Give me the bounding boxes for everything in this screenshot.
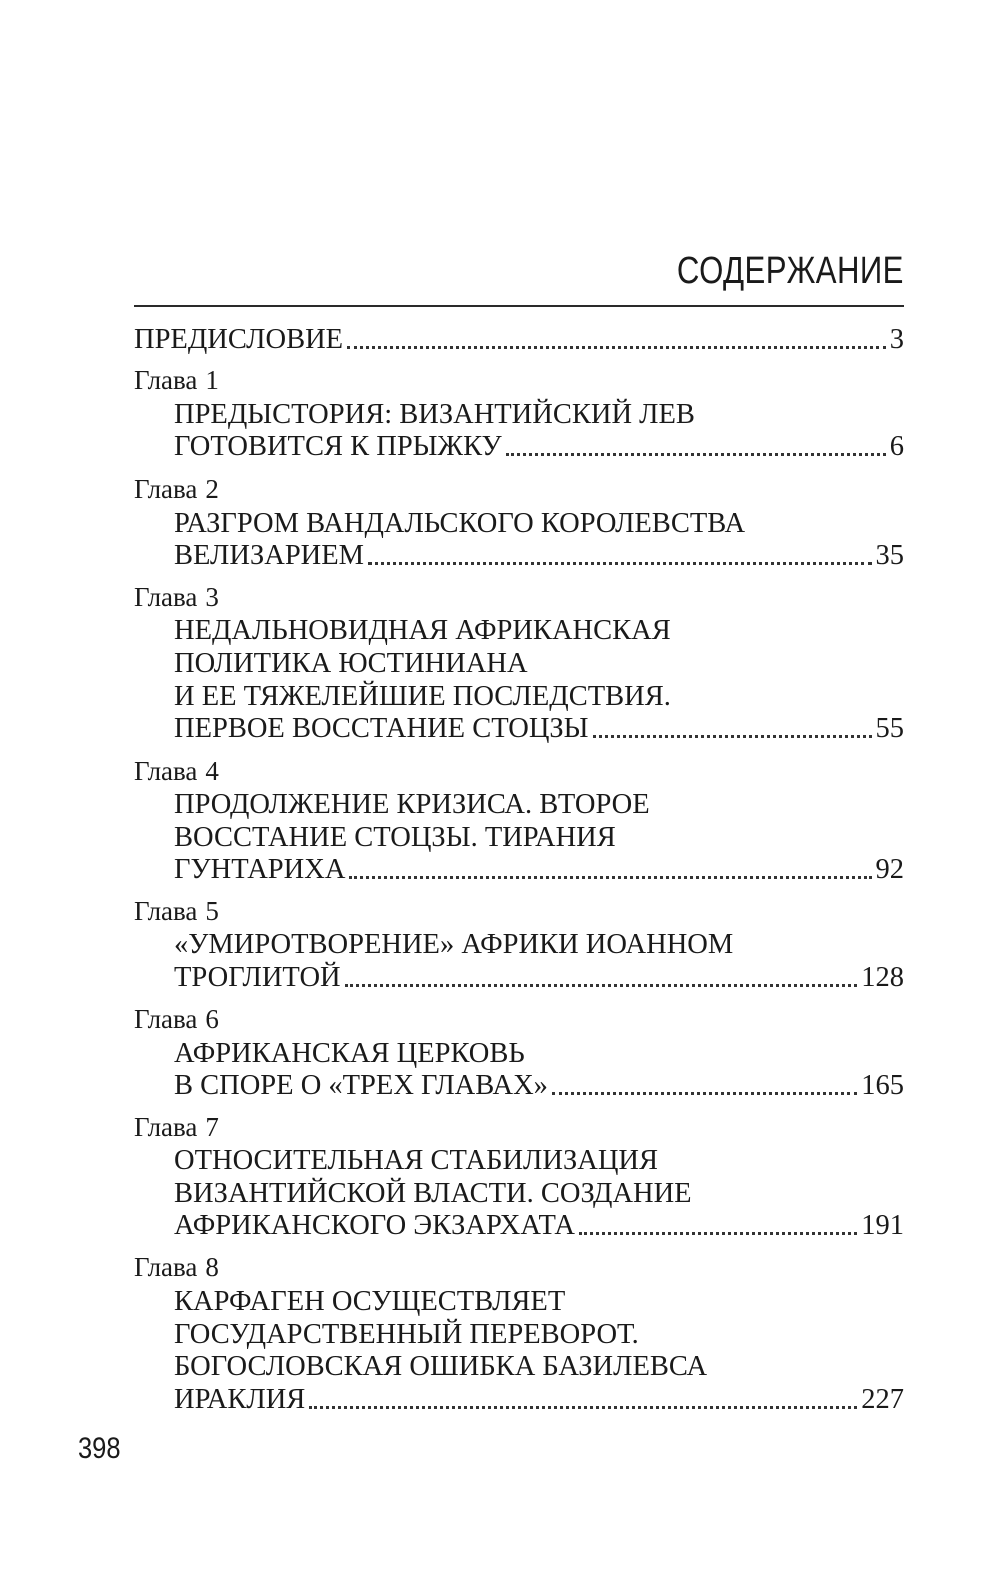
chapter-label [134, 1249, 219, 1285]
chapter-title-line: КАРФАГЕН ОСУЩЕСТВЛЯЕТ [174, 1286, 566, 1317]
leader-dots [506, 445, 886, 456]
toc-entry-preface [134, 320, 904, 360]
chapter-number: 6 [205, 1004, 219, 1034]
leader-dots [579, 1224, 857, 1235]
chapter-number: 5 [205, 896, 219, 926]
toc-page-number: 3 [889, 324, 904, 355]
page-title: СОДЕРЖАНИЕ [676, 250, 904, 292]
chapter-title-line: ТРОГЛИТОЙ [174, 962, 341, 993]
toc-page-number: 191 [861, 1210, 904, 1241]
leader-dots [552, 1084, 857, 1095]
chapter-title-line: ПРОДОЛЖЕНИЕ КРИЗИСА. ВТОРОЕ [174, 789, 650, 820]
chapter-title-line: И ЕЕ ТЯЖЕЛЕЙШИЕ ПОСЛЕДСТВИЯ. [174, 681, 671, 712]
chapter-number: 7 [205, 1112, 219, 1142]
chapter-word: Глава [134, 1112, 198, 1142]
chapter-word: Глава [134, 365, 198, 395]
leader-dots [349, 868, 871, 879]
chapter-title-line: ВОССТАНИЕ СТОЦЗЫ. ТИРАНИЯ [174, 822, 616, 853]
chapter-word: Глава [134, 474, 198, 504]
leader-dots [345, 976, 858, 987]
chapter-label [134, 1109, 219, 1145]
toc-entry-label: ПРЕДИСЛОВИЕ [134, 324, 344, 355]
title-rule [134, 305, 904, 307]
toc-line-last [174, 1066, 904, 1106]
chapter-title-line: БОГОСЛОВСКАЯ ОШИБКА БАЗИЛЕВСА [174, 1351, 708, 1382]
toc-page-number: 6 [889, 431, 904, 462]
chapter-number: 8 [205, 1252, 219, 1282]
chapter-word: Глава [134, 1252, 198, 1282]
leader-dots [593, 727, 872, 738]
toc-line-last [174, 427, 904, 467]
toc-line-last [174, 536, 904, 576]
chapter-title-line: АФРИКАНСКОГО ЭКЗАРХАТА [174, 1210, 576, 1241]
chapter-title-line: ГОСУДАРСТВЕННЫЙ ПЕРЕВОРОТ. [174, 1319, 639, 1350]
chapter-title-line: ВИЗАНТИЙСКОЙ ВЛАСТИ. СОЗДАНИЕ [174, 1178, 692, 1209]
chapter-number: 3 [205, 582, 219, 612]
chapter-label [134, 362, 219, 398]
chapter-word: Глава [134, 896, 198, 926]
toc-line-last [174, 1380, 904, 1420]
chapter-label [134, 753, 219, 789]
chapter-word: Глава [134, 582, 198, 612]
toc-line-last [174, 709, 904, 749]
chapter-label [134, 893, 219, 929]
chapter-word: Глава [134, 756, 198, 786]
chapter-title-line: В СПОРЕ О «ТРЕХ ГЛАВАХ» [174, 1070, 548, 1101]
toc-line-last [174, 850, 904, 890]
chapter-title-line: ГОТОВИТСЯ К ПРЫЖКУ [174, 431, 502, 462]
toc-page-number: 227 [861, 1384, 904, 1415]
chapter-title-line: НЕДАЛЬНОВИДНАЯ АФРИКАНСКАЯ [174, 615, 671, 646]
chapter-title-line: РАЗГРОМ ВАНДАЛЬСКОГО КОРОЛЕВСТВА [174, 508, 746, 539]
chapter-word: Глава [134, 1004, 198, 1034]
chapter-number: 1 [205, 365, 219, 395]
chapter-title-line: ПЕРВОЕ ВОССТАНИЕ СТОЦЗЫ [174, 713, 589, 744]
chapter-title-line: ВЕЛИЗАРИЕМ [174, 540, 364, 571]
toc-page-number: 35 [875, 540, 904, 571]
toc-page-number: 55 [875, 713, 904, 744]
chapter-number: 4 [205, 756, 219, 786]
chapter-title-line: ГУНТАРИХА [174, 854, 346, 885]
leader-dots [309, 1398, 857, 1409]
toc-page-number: 92 [875, 854, 904, 885]
chapter-title-line: «УМИРОТВОРЕНИЕ» АФРИКИ ИОАННОМ [174, 929, 734, 960]
chapter-title-line: ОТНОСИТЕЛЬНАЯ СТАБИЛИЗАЦИЯ [174, 1145, 658, 1176]
chapter-number: 2 [205, 474, 219, 504]
toc-page-number: 128 [861, 962, 904, 993]
toc-line-last [174, 958, 904, 998]
chapter-title-line: ПОЛИТИКА ЮСТИНИАНА [174, 648, 528, 679]
chapter-title-line: ПРЕДЫСТОРИЯ: ВИЗАНТИЙСКИЙ ЛЕВ [174, 399, 695, 430]
toc-line-last [174, 1206, 904, 1246]
toc-page-number: 165 [861, 1070, 904, 1101]
leader-dots [368, 554, 872, 565]
chapter-label [134, 1001, 219, 1037]
leader-dots [347, 338, 886, 349]
chapter-title-line: АФРИКАНСКАЯ ЦЕРКОВЬ [174, 1038, 525, 1069]
page-number: 398 [78, 1432, 121, 1465]
chapter-label [134, 579, 219, 615]
chapter-label [134, 471, 219, 507]
chapter-title-line: ИРАКЛИЯ [174, 1384, 306, 1415]
